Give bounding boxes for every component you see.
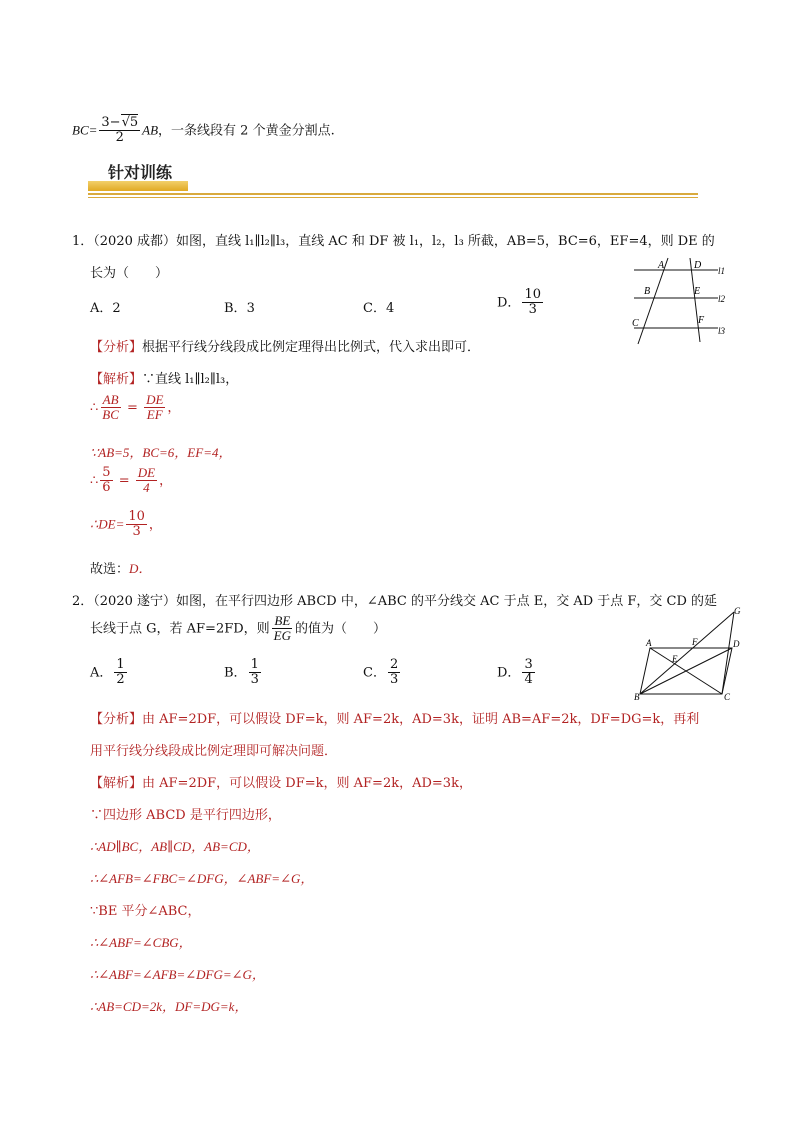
line-cg xyxy=(722,612,734,694)
q2-figure xyxy=(630,604,742,700)
q2-stem-line2: 长线于点 G，若 AF=2FD，则 $\frac{BE}{EG}$ 的值为（ ） xyxy=(90,613,387,644)
q1-step-result: ∴DE= $\frac{10}{3}$ ， xyxy=(90,509,162,540)
point-a: A xyxy=(658,260,665,271)
q2-stem-line1 xyxy=(72,590,717,609)
point-e: E xyxy=(694,286,701,297)
section-divider xyxy=(88,193,698,195)
q2-step-6: ∴∠ABF=∠AFB=∠DFG=∠G， xyxy=(90,967,265,982)
q1-option-b[interactable]: B．3 xyxy=(224,301,255,316)
sqrt-icon: √5 xyxy=(121,115,139,130)
q1-analysis-text: 根据平行线分线段成比例定理得出比例式，代入求出即可． xyxy=(142,340,481,355)
intro-fraction xyxy=(99,116,140,146)
point-g: G xyxy=(734,606,741,616)
intro-num-a: 3− xyxy=(101,115,121,130)
intro-lhs: BC= xyxy=(72,122,98,138)
q2-analysis-line1: 【分析】由 AF=2DF，可以假设 DF=k，则 AF=2k，AD=3k，证明 AB=AF=2k，DF=DG=k，再利 xyxy=(90,712,700,727)
q1-step-sub: ∴ $\frac{5}{6}$ = $\frac{DE}{4}$ ， xyxy=(90,465,173,496)
label-l2: l2 xyxy=(718,294,726,304)
point-e: E xyxy=(672,654,678,664)
intro-den: 2 xyxy=(115,130,124,146)
q1-option-d[interactable]: D． $\frac{10}{3}$ xyxy=(497,287,541,318)
q2-solution-first: 【解析】由 AF=2DF，可以假设 DF=k，则 AF=2k，AD=3k， xyxy=(90,776,472,791)
section-title: 针对训练 xyxy=(108,163,173,182)
point-b: B xyxy=(634,692,640,700)
point-a: A xyxy=(646,638,652,648)
q2-number: 2． xyxy=(72,594,94,609)
q2-step-1: ∵四边形 ABCD 是平行四边形， xyxy=(90,808,281,823)
point-d: D xyxy=(733,639,740,649)
point-b: B xyxy=(644,286,651,297)
q2-step-2: ∴AD∥BC，AB∥CD，AB=CD， xyxy=(90,839,260,854)
q1-stem-line2: 长为（ ） xyxy=(90,266,169,281)
q2-step-3: ∴∠AFB=∠FBC=∠DFG，∠ABF=∠G， xyxy=(90,871,314,886)
line-bd xyxy=(640,648,732,694)
intro-tail: ，一条线段有 2 个黄金分割点. xyxy=(158,123,335,139)
q1-step-ratio: ∴ $\frac{AB}{BC}$ = $\frac{DE}{EF}$ ， xyxy=(90,392,181,423)
point-c: C xyxy=(632,318,639,329)
section-divider-thin xyxy=(88,197,698,198)
q1-option-c[interactable]: C．4 xyxy=(363,301,395,316)
point-d: D xyxy=(694,260,702,271)
q1-number: 1． xyxy=(72,234,94,249)
line-bg xyxy=(640,612,734,694)
point-f: F xyxy=(692,637,698,647)
q2-analysis-line2: 用平行线分线段成比例定理即可解决问题． xyxy=(90,744,338,759)
intro-root: 5 xyxy=(129,115,139,130)
q1-stem-text: （2020 成都）如图，直线 l₁∥l₂∥l₃，直线 AC 和 DF 被 l₁，l₂，l₃ 所截，AB=5，BC=6，EF=4，则 DE 的 xyxy=(93,234,715,249)
q2-stem-text: （2020 遂宁）如图，在平行四边形 ABCD 中，∠ABC 的平分线交 AC 于点 E，交 AD 于点 F，交 CD 的延 xyxy=(93,594,718,609)
q1-stem-line1 xyxy=(72,230,715,249)
q2-step-7: ∴AB=CD=2k，DF=DG=k， xyxy=(90,999,248,1014)
q2-step-5: ∴∠ABF=∠CBG， xyxy=(90,935,192,950)
q2-step-4: ∵BE 平分∠ABC， xyxy=(90,904,201,919)
intro-formula xyxy=(72,116,335,146)
q1-analysis-tag: 【分析】 xyxy=(90,340,143,355)
q2-option-c[interactable]: C． $\frac{2}{3}$ xyxy=(363,657,399,688)
label-l3: l3 xyxy=(718,326,726,336)
q1-figure xyxy=(628,256,728,348)
label-l1: l1 xyxy=(718,266,726,276)
intro-rhs: AB xyxy=(142,122,159,138)
q1-option-a[interactable]: A．2 xyxy=(90,301,121,316)
q2-option-b[interactable]: B． $\frac{1}{3}$ xyxy=(224,657,259,688)
q2-option-a[interactable]: A． $\frac{1}{2}$ xyxy=(90,657,125,688)
q1-step-given: ∵AB=5，BC=6，EF=4， xyxy=(90,445,232,460)
q2-option-d[interactable]: D． $\frac{3}{4}$ xyxy=(497,657,533,688)
q1-solution-first: 【解析】∵直线 l₁∥l₂∥l₃， xyxy=(90,372,239,387)
point-f: F xyxy=(698,315,705,326)
q1-answer: 故选：D． xyxy=(90,561,152,577)
q1-analysis xyxy=(90,336,480,355)
point-c: C xyxy=(724,692,731,700)
